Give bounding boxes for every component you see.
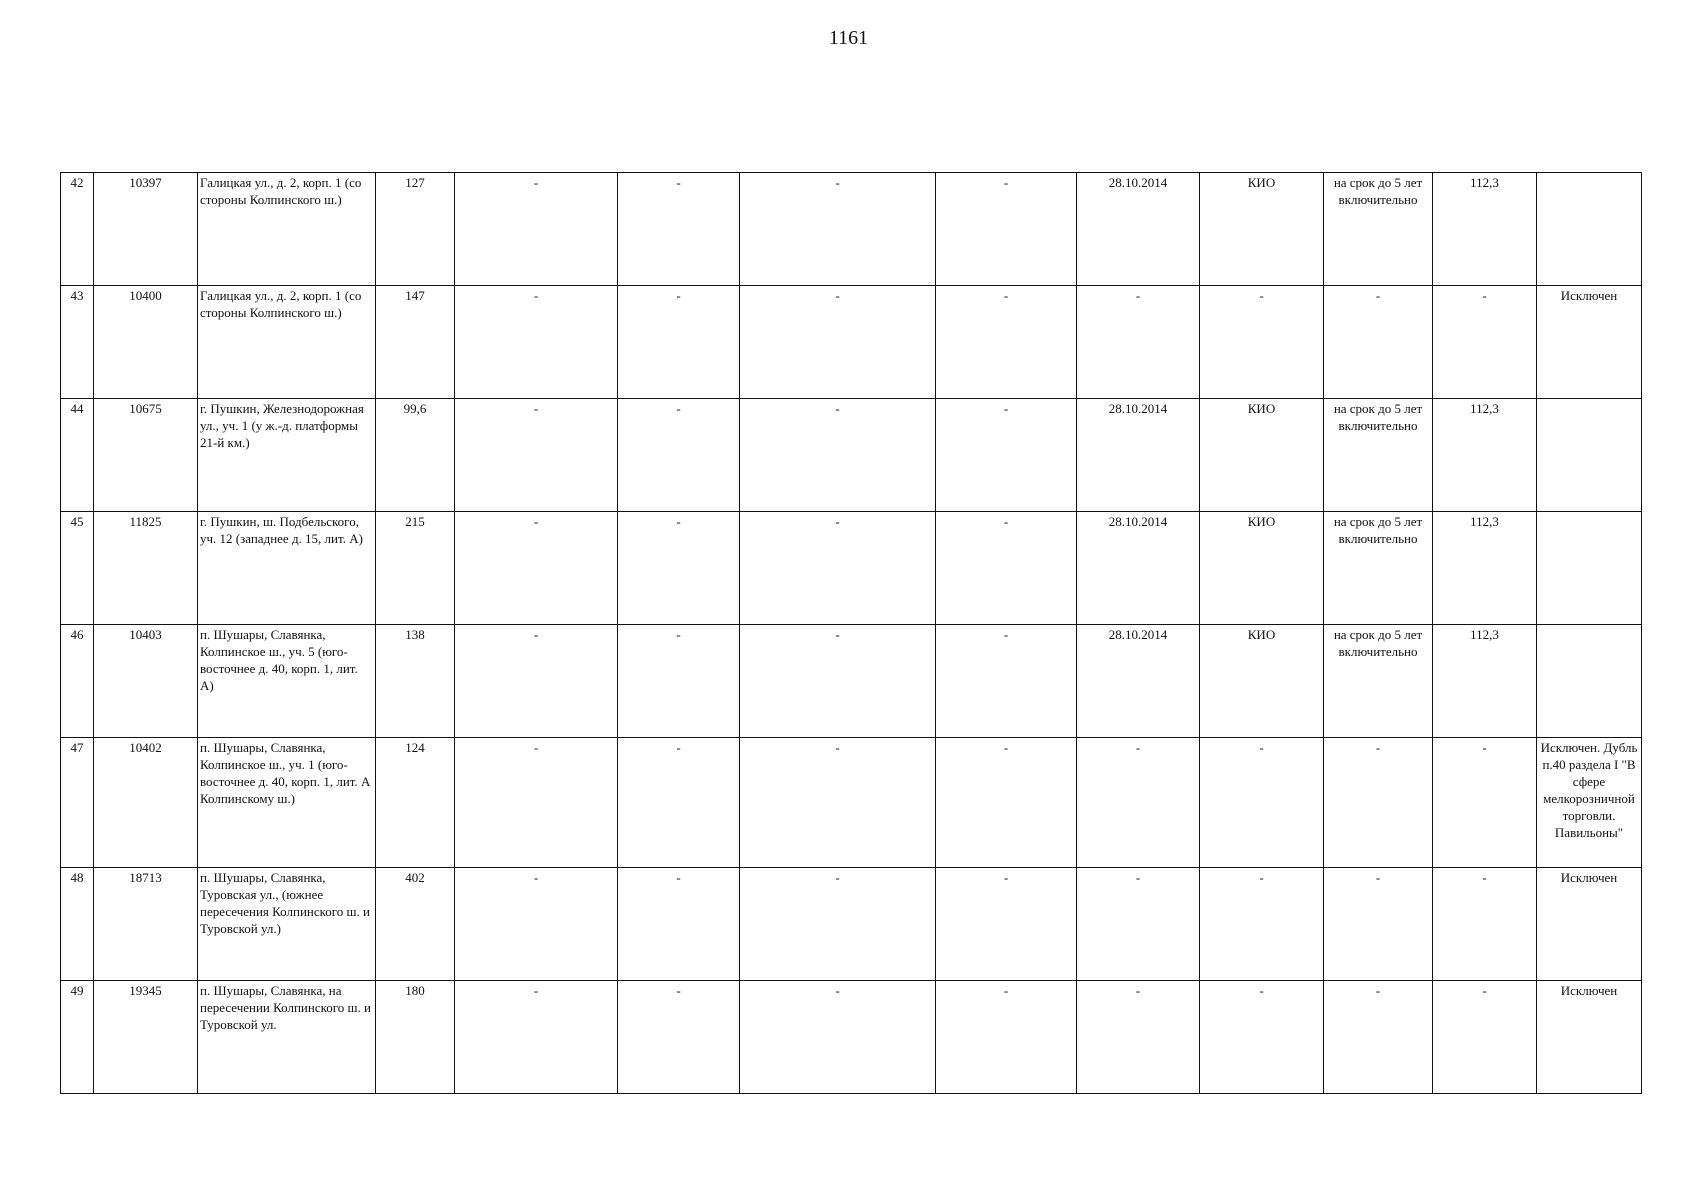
object-id: 10397 <box>94 173 198 286</box>
note <box>1537 399 1642 512</box>
address: п. Шушары, Славянка, Колпинское ш., уч. 1 (юго-восточнее д. 40, корп. 1, лит. А Колпинскому ш.) <box>198 738 376 868</box>
note: Исключен <box>1537 286 1642 399</box>
address: п. Шушары, Славянка, Колпинское ш., уч. 5 (юго-восточнее д. 40, корп. 1, лит. А) <box>198 625 376 738</box>
cell: - <box>618 868 740 981</box>
cell: - <box>936 512 1077 625</box>
note: Исключен <box>1537 981 1642 1094</box>
cell: - <box>740 738 936 868</box>
row-number: 46 <box>61 625 94 738</box>
cell: - <box>936 625 1077 738</box>
term: на срок до 5 лет включительно <box>1324 173 1433 286</box>
area: 402 <box>376 868 455 981</box>
organization: - <box>1200 981 1324 1094</box>
organization: - <box>1200 738 1324 868</box>
cell: - <box>740 173 936 286</box>
area: 215 <box>376 512 455 625</box>
organization: - <box>1200 286 1324 399</box>
table-row <box>61 512 1642 625</box>
term: на срок до 5 лет включительно <box>1324 399 1433 512</box>
cell: - <box>618 399 740 512</box>
rate: - <box>1433 286 1537 399</box>
area: 138 <box>376 625 455 738</box>
term: - <box>1324 738 1433 868</box>
object-id: 10400 <box>94 286 198 399</box>
cell: - <box>740 286 936 399</box>
address: Галицкая ул., д. 2, корп. 1 (со стороны Колпинского ш.) <box>198 173 376 286</box>
term: - <box>1324 868 1433 981</box>
cell: - <box>618 173 740 286</box>
date: - <box>1077 868 1200 981</box>
organization: КИО <box>1200 512 1324 625</box>
date: - <box>1077 286 1200 399</box>
area: 124 <box>376 738 455 868</box>
row-number: 48 <box>61 868 94 981</box>
table-row <box>61 981 1642 1094</box>
registry-table <box>60 172 1642 1094</box>
cell: - <box>936 981 1077 1094</box>
cell: - <box>936 399 1077 512</box>
note <box>1537 625 1642 738</box>
table-row <box>61 738 1642 868</box>
organization: - <box>1200 868 1324 981</box>
area: 180 <box>376 981 455 1094</box>
rate: - <box>1433 738 1537 868</box>
table-row <box>61 399 1642 512</box>
cell: - <box>455 981 618 1094</box>
cell: - <box>740 868 936 981</box>
note: Исключен <box>1537 868 1642 981</box>
note: Исключен. Дубль п.40 раздела I "В сфере мелкорозничной торговли. Павильоны" <box>1537 738 1642 868</box>
cell: - <box>618 512 740 625</box>
term: - <box>1324 981 1433 1094</box>
address: Галицкая ул., д. 2, корп. 1 (со стороны Колпинского ш.) <box>198 286 376 399</box>
address: г. Пушкин, ш. Подбельского, уч. 12 (западнее д. 15, лит. А) <box>198 512 376 625</box>
cell: - <box>618 981 740 1094</box>
cell: - <box>740 512 936 625</box>
object-id: 10402 <box>94 738 198 868</box>
object-id: 18713 <box>94 868 198 981</box>
row-number: 44 <box>61 399 94 512</box>
cell: - <box>936 738 1077 868</box>
row-number: 43 <box>61 286 94 399</box>
date: 28.10.2014 <box>1077 173 1200 286</box>
rate: 112,3 <box>1433 625 1537 738</box>
date: 28.10.2014 <box>1077 512 1200 625</box>
table-row <box>61 286 1642 399</box>
cell: - <box>455 738 618 868</box>
cell: - <box>936 868 1077 981</box>
cell: - <box>740 625 936 738</box>
organization: КИО <box>1200 625 1324 738</box>
area: 99,6 <box>376 399 455 512</box>
rate: - <box>1433 868 1537 981</box>
date: 28.10.2014 <box>1077 399 1200 512</box>
cell: - <box>936 286 1077 399</box>
area: 147 <box>376 286 455 399</box>
cell: - <box>740 399 936 512</box>
cell: - <box>455 512 618 625</box>
cell: - <box>455 286 618 399</box>
rate: - <box>1433 981 1537 1094</box>
table-row <box>61 173 1642 286</box>
cell: - <box>618 286 740 399</box>
cell: - <box>455 399 618 512</box>
cell: - <box>740 981 936 1094</box>
object-id: 11825 <box>94 512 198 625</box>
rate: 112,3 <box>1433 512 1537 625</box>
term: - <box>1324 286 1433 399</box>
address: г. Пушкин, Железнодорожная ул., уч. 1 (у ж.-д. платформы 21-й км.) <box>198 399 376 512</box>
row-number: 42 <box>61 173 94 286</box>
organization: КИО <box>1200 399 1324 512</box>
cell: - <box>455 173 618 286</box>
address: п. Шушары, Славянка, на пересечении Колпинского ш. и Туровской ул. <box>198 981 376 1094</box>
table-row <box>61 625 1642 738</box>
term: на срок до 5 лет включительно <box>1324 625 1433 738</box>
organization: КИО <box>1200 173 1324 286</box>
object-id: 19345 <box>94 981 198 1094</box>
cell: - <box>455 625 618 738</box>
row-number: 45 <box>61 512 94 625</box>
address: п. Шушары, Славянка, Туровская ул., (южнее пересечения Колпинского ш. и Туровской ул.) <box>198 868 376 981</box>
note <box>1537 512 1642 625</box>
object-id: 10403 <box>94 625 198 738</box>
cell: - <box>618 738 740 868</box>
area: 127 <box>376 173 455 286</box>
cell: - <box>936 173 1077 286</box>
row-number: 47 <box>61 738 94 868</box>
date: 28.10.2014 <box>1077 625 1200 738</box>
cell: - <box>455 868 618 981</box>
date: - <box>1077 738 1200 868</box>
term: на срок до 5 лет включительно <box>1324 512 1433 625</box>
date: - <box>1077 981 1200 1094</box>
row-number: 49 <box>61 981 94 1094</box>
cell: - <box>618 625 740 738</box>
table-row <box>61 868 1642 981</box>
rate: 112,3 <box>1433 173 1537 286</box>
note <box>1537 173 1642 286</box>
object-id: 10675 <box>94 399 198 512</box>
rate: 112,3 <box>1433 399 1537 512</box>
page-number: 1161 <box>828 27 869 49</box>
